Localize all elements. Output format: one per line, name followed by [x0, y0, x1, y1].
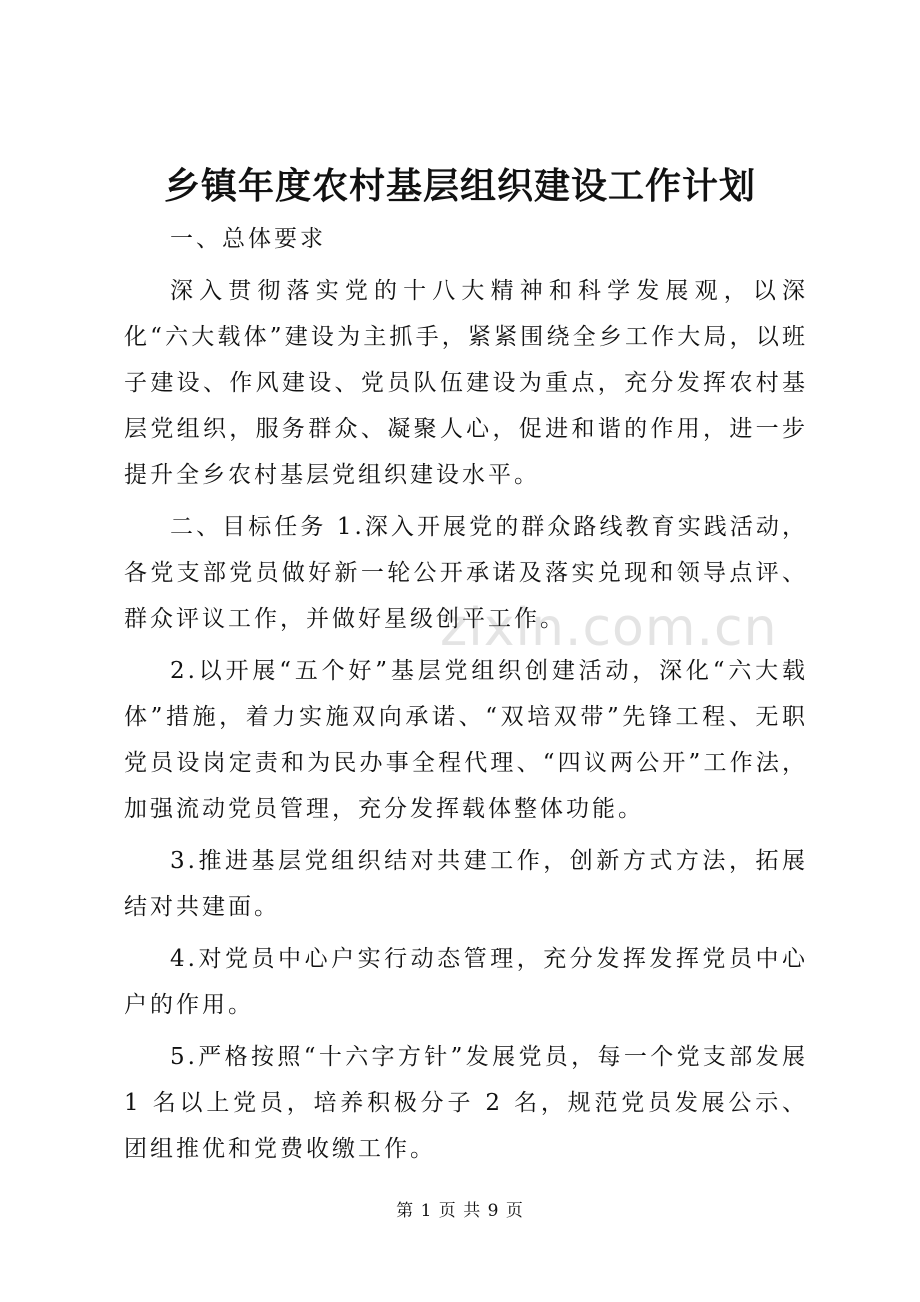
section-heading-overall-requirements: 一、总体要求 — [170, 226, 326, 252]
paragraph-task-2: 2.以开展“五个好”基层党组织创建活动，深化“六大载体”措施，着力实施双向承诺、“双培双带”先锋工程、无职党员设岗定责和为民办事全程代理、“四议两公开”工作法，加强流动党员管理，充分发挥载体整体功能。 — [124, 658, 808, 822]
document-title: 乡镇年度农村基层组织建设工作计划 — [163, 165, 756, 207]
paragraph-overall-requirements: 深入贯彻落实党的十八大精神和科学发展观，以深化“六大载体”建设为主抓手，紧紧围绕全乡工作大局，以班子建设、作风建设、党员队伍建设为重点，充分发挥农村基层党组织，服务群众、凝聚人心，促进和谐的作用，进一步提升全乡农村基层党组织建设水平。 — [124, 278, 808, 488]
paragraph-task-3: 3.推进基层党组织结对共建工作，创新方式方法，拓展结对共建面。 — [124, 848, 808, 920]
page-number-footer: 第 1 页 共 9 页 — [396, 1201, 524, 1221]
paragraph-task-5: 5.严格按照“十六字方针”发展党员，每一个党支部发展 1 名以上党员，培养积极分子 2 名，规范党员发展公示、团组推优和党费收缴工作。 — [124, 1044, 808, 1162]
document-body — [124, 216, 808, 1172]
paragraph-goals-task-1: 二、目标任务 1.深入开展党的群众路线教育实践活动，各党支部党员做好新一轮公开承诺及落实兑现和领导点评、群众评议工作，并做好星级创平工作。 — [124, 514, 808, 632]
paragraph-task-4: 4.对党员中心户实行动态管理，充分发挥发挥党员中心户的作用。 — [124, 946, 808, 1018]
watermark-logo: zixin.com.cn — [440, 598, 778, 658]
